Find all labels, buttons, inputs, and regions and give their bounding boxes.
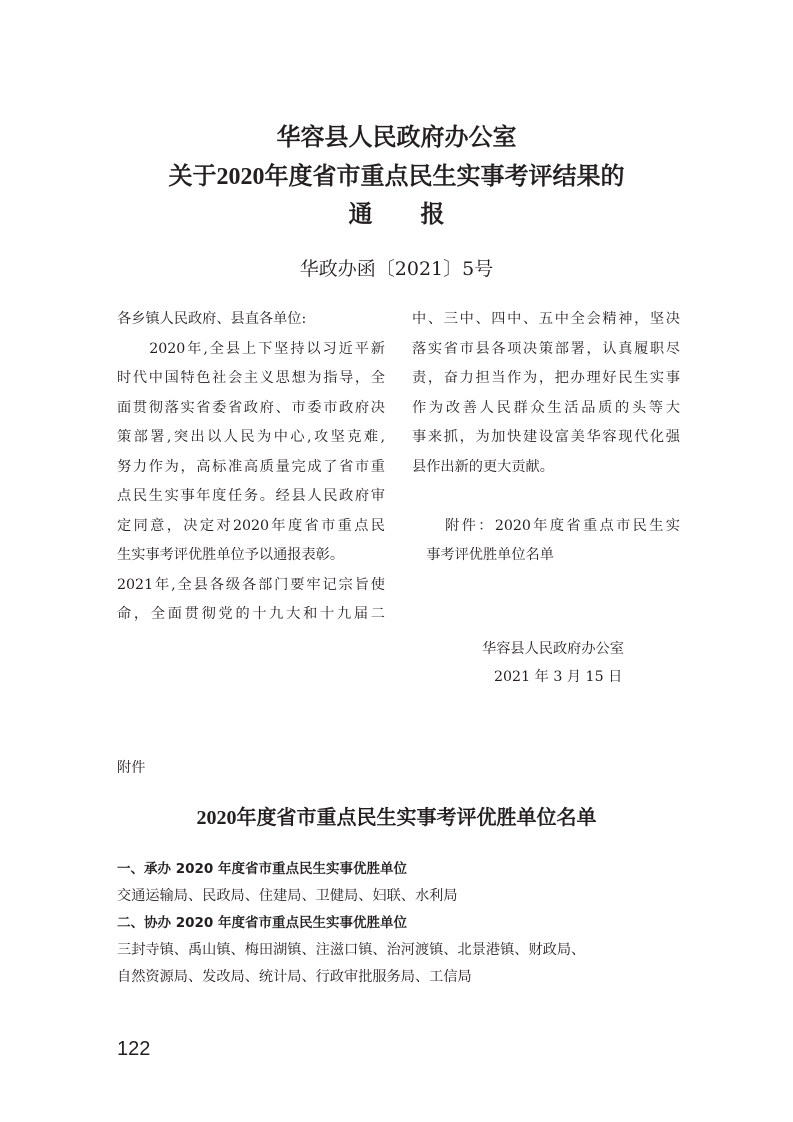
paragraph-line: 2020年,全县上下坚持以习近平新 [117,340,385,357]
paragraph-line: 落实省市县各项决策部署，认真履职尽 [412,340,680,357]
paragraph-line [412,482,680,512]
paragraph-line: 各乡镇人民政府、县直各单位: [117,311,307,327]
paragraph-line: 县作出新的更大贡献。 [412,458,554,475]
list-heading: 一、承办 2020 年度省市重点民生实事优胜单位 [117,861,407,877]
attachment-list [117,856,585,991]
list-item: 三封寺镇、禹山镇、梅田湖镇、注滋口镇、治河渡镇、北景港镇、财政局、 [117,942,586,958]
paragraph-line: 事来抓，为加快建设富美华容现代化强 [412,429,680,445]
paragraph-line: 中、三中、四中、五中全会精神，坚决 [412,311,680,327]
attachment-title: 2020年度省市重点民生实事考评优胜单位名单 [196,807,597,829]
paragraph-line: 命，全面贯彻党的十九大和十九届二 [117,606,385,622]
signature-org: 华容县人民政府办公室 [482,641,624,657]
title-line-3: 通 报 [348,202,445,228]
title-line-2: 关于2020年度省市重点民生实事考评结果的 [168,164,625,190]
title-line-1: 华容县人民政府办公室 [276,125,517,151]
paragraph-line: 努力作为，高标准高质量完成了省市重 [117,458,385,475]
paragraph-line: 时代中国特色社会主义思想为指导，全 [117,370,385,386]
paragraph-line: 2021年,全县各级各部门要牢记宗旨使 [117,576,385,593]
list-heading: 二、协办 2020 年度省市重点民生实事优胜单位 [117,915,407,931]
document-number: 华政办函〔2021〕5号 [299,258,494,280]
paragraph-line: 责，奋力担当作为，把办理好民生实事 [412,370,680,386]
paragraph-line: 点民生实事年度任务。经县人民政府审 [117,488,385,504]
list-item: 交通运输局、民政局、住建局、卫健局、妇联、水利局 [117,888,458,904]
paragraph-line: 策部署,突出以人民为中心,攻坚克难, [117,429,385,445]
page-number: 122 [117,1038,151,1060]
attachment-label: 附件 [117,760,146,776]
left-column [117,305,385,630]
paragraph-line: 生实事考评优胜单位予以通报表彰。 [117,547,345,563]
paragraph-line: 事考评优胜单位名单 [412,547,554,563]
paragraph-line: 面贯彻落实省委省政府、市委市政府决 [117,399,385,416]
list-item: 自然资源局、发改局、统计局、行政审批服务局、工信局 [117,969,472,985]
paragraph-line: 定同意，决定对2020年度省市重点民 [117,517,385,534]
right-column [412,305,680,571]
paragraph-line: 作为改善人民群众生活品质的头等大 [412,399,680,416]
paragraph-line: 附件：2020年度省重点市民生实 [412,517,680,534]
signature-date: 2021 年 3 月 15 日 [494,669,623,685]
